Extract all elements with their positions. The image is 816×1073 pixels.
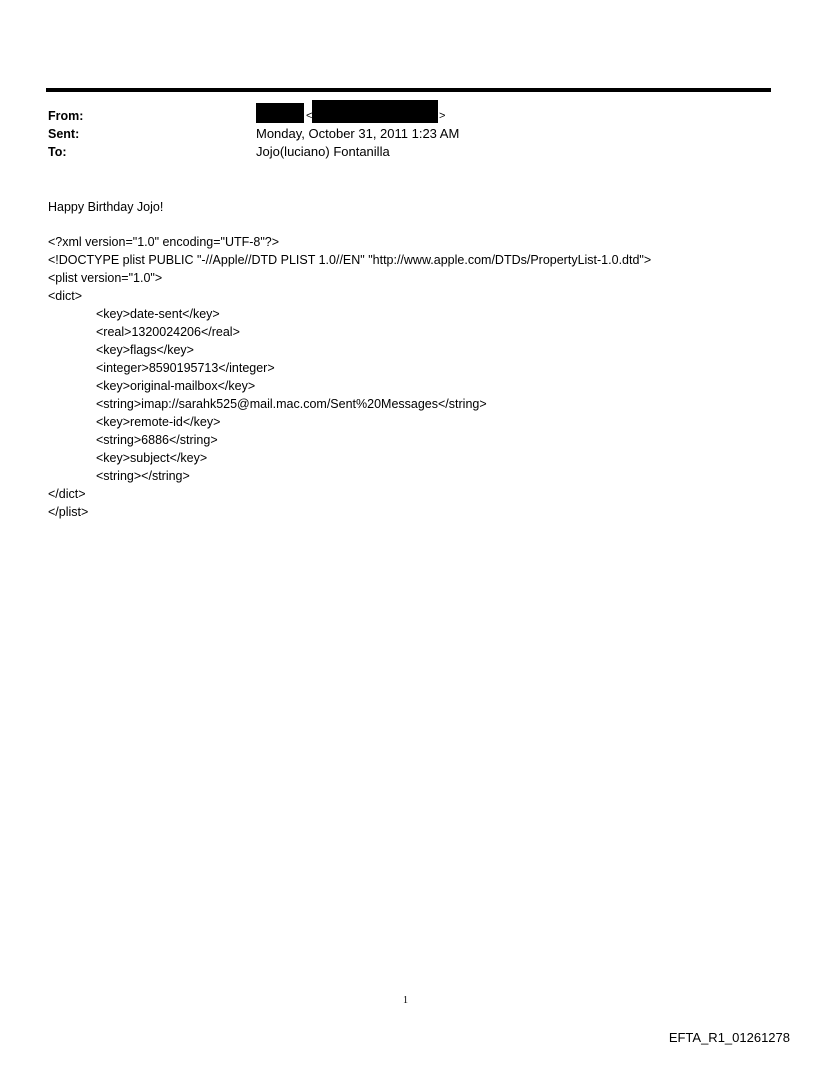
plist-line: <string>imap://sarahk525@mail.mac.com/Sent%20Messages</string> xyxy=(96,397,487,411)
plist-line: <key>subject</key> xyxy=(96,451,208,465)
plist-line: <!DOCTYPE plist PUBLIC "-//Apple//DTD PLIST 1.0//EN" "http://www.apple.com/DTDs/PropertyList-1.0.dtd"> xyxy=(48,253,652,267)
plist-line: <dict> xyxy=(48,289,83,303)
from-label: From: xyxy=(48,109,84,123)
plist-line: <string>6886</string> xyxy=(96,433,218,447)
plist-line: <key>date-sent</key> xyxy=(96,307,220,321)
from-close-bracket: > xyxy=(439,110,446,122)
plist-line: <?xml version="1.0" encoding="UTF-8"?> xyxy=(48,235,280,249)
redacted-sender-email xyxy=(312,100,438,123)
to-label: To: xyxy=(48,145,67,159)
sent-label: Sent: xyxy=(48,127,80,141)
plist-line: </dict> xyxy=(48,487,86,501)
header-rule xyxy=(46,88,771,92)
to-value: Jojo(luciano) Fontanilla xyxy=(256,144,390,159)
plist-line: </plist> xyxy=(48,505,89,519)
page-number: 1 xyxy=(403,995,408,1006)
from-open-bracket: < xyxy=(306,110,313,122)
redacted-sender-name xyxy=(256,103,304,123)
plist-line: <real>1320024206</real> xyxy=(96,325,240,339)
plist-line: <key>original-mailbox</key> xyxy=(96,379,256,393)
sent-value: Monday, October 31, 2011 1:23 AM xyxy=(256,126,460,141)
plist-line: <key>remote-id</key> xyxy=(96,415,221,429)
plist-line: <key>flags</key> xyxy=(96,343,194,357)
greeting: Happy Birthday Jojo! xyxy=(48,200,164,214)
bates-number: EFTA_R1_01261278 xyxy=(668,1030,790,1045)
plist-line: <integer>8590195713</integer> xyxy=(96,361,275,375)
plist-line: <plist version="1.0"> xyxy=(48,271,163,285)
plist-line: <string></string> xyxy=(96,469,190,483)
